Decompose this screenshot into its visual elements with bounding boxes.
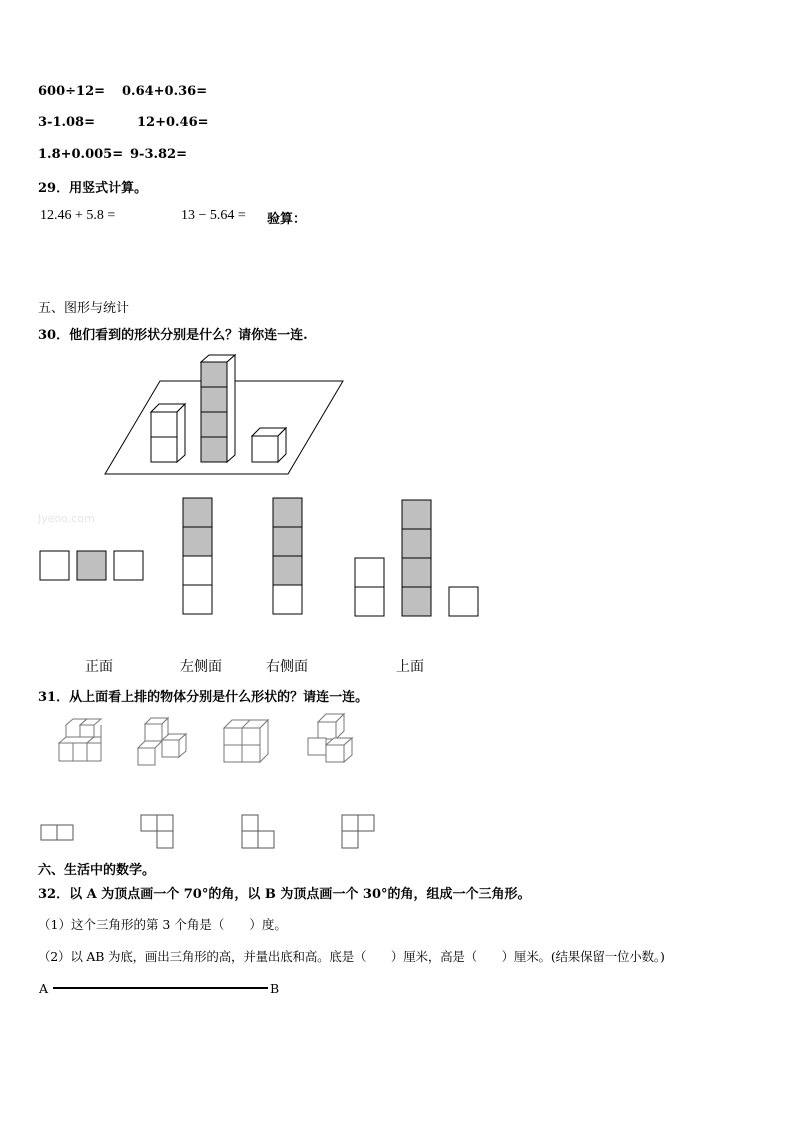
question-30-title: 30．他们看到的形状分别是什么？请你连一连. [38,328,308,343]
view-label-top: 上面 [396,659,424,675]
question-31-title: 31．从上面看上排的物体分别是什么形状的？请连一连。 [38,690,369,705]
top-view-4 [342,815,374,848]
calc-item: 1.8+0.005= [38,147,124,162]
calc-item: 3-1.08= [38,115,95,130]
question-29-title: 29．用竖式计算。 [38,181,148,196]
q29-check-label: 验算： [267,212,307,227]
object-1 [59,719,101,761]
top-view-2 [141,815,173,848]
calc-item: 0.64+0.36= [122,84,208,99]
segment-ab [53,987,268,989]
calc-item: 12+0.46= [137,115,209,130]
object-3 [224,720,268,762]
view-label-left: 左侧面 [180,659,222,675]
watermark: Jyeoo.com [38,512,95,525]
point-b-label: B [270,981,280,996]
top-view-1 [41,825,73,840]
q29-expression-1: 12.46 + 5.8 = [40,208,116,223]
section-5-heading: 五、图形与统计 [38,301,130,316]
calc-item: 600÷12= [38,84,106,99]
q29-expression-2: 13 − 5.64 = [181,208,246,223]
question-32-part-2: （2）以 AB 为底，画出三角形的高，并量出底和高。底是（ ）厘米，高是（ ）厘米。(结果保留一位小数。) [38,949,665,964]
object-2 [138,718,186,765]
calc-item: 9-3.82= [130,147,187,162]
object-4 [308,714,352,762]
section-6-heading: 六、生活中的数学。 [38,863,156,878]
question-32-part-1: （1）这个三角形的第 3 个角是（ ）度。 [38,917,287,932]
point-a-label: A [39,981,49,996]
view-label-right: 右侧面 [266,659,308,675]
top-view-3 [242,815,274,848]
question-32-title: 32．以 A 为顶点画一个 70°的角，以 B 为顶点画一个 30°的角，组成一个三角形。 [38,887,531,902]
view-label-front: 正面 [85,659,113,675]
